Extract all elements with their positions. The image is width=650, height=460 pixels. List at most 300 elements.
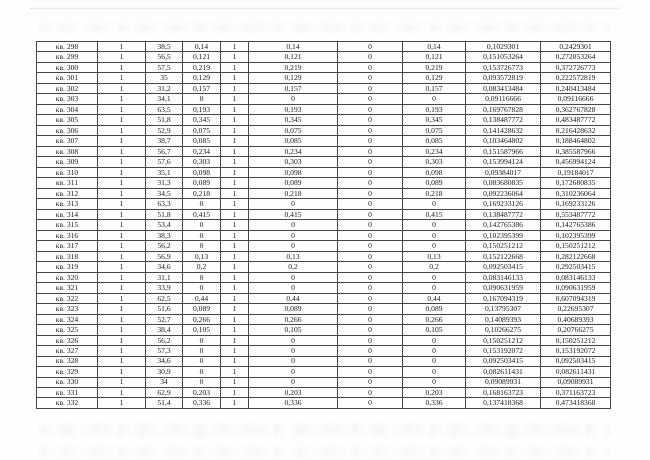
table-row [37,241,611,251]
cell-value: 0 [403,199,466,209]
cell-value: 0,09089931 [466,377,541,387]
cell-value: 52,7 [146,314,183,324]
cell-apartment-label: кв. 326 [37,335,98,345]
cell-apartment-label: кв. 298 [37,42,98,52]
cell-value: 0,153994124 [466,157,541,167]
cell-value: 1 [221,251,249,261]
cell-value: 0,216428632 [541,125,611,135]
cell-value: 0,13795307 [466,304,541,314]
cell-value: 1 [98,178,146,188]
scan-artifact-bottom [40,447,610,457]
cell-value: 1 [98,199,146,209]
cell-value: 0,089 [183,304,221,314]
cell-value: 1 [221,188,249,198]
cell-value: 0 [183,346,221,356]
cell-value: 0,157 [183,83,221,93]
cell-value: 0 [338,125,403,135]
cell-apartment-label: кв. 315 [37,220,98,230]
cell-value: 0 [338,335,403,345]
cell-apartment-label: кв. 318 [37,251,98,261]
table-row [37,387,611,397]
cell-value: 0,092503415 [541,356,611,366]
cell-value: 0,266 [249,314,338,324]
cell-value: 1 [221,241,249,251]
cell-value: 0,172680835 [541,178,611,188]
cell-value: 0,092503415 [466,262,541,272]
cell-value: 0,372726773 [541,62,611,72]
cell-value: 0 [338,241,403,251]
cell-value: 0,219 [403,62,466,72]
table-row [37,377,611,387]
table-row [37,136,611,146]
cell-value: 0 [403,377,466,387]
cell-value: 0,266 [403,314,466,324]
cell-value: 0,085 [183,136,221,146]
cell-apartment-label: кв. 324 [37,314,98,324]
cell-value: 0 [338,346,403,356]
cell-value: 31,2 [146,83,183,93]
cell-value: 1 [98,146,146,156]
table-row [37,125,611,135]
cell-value: 0 [338,136,403,146]
cell-value: 1 [221,104,249,114]
cell-value: 56,5 [146,52,183,62]
cell-value: 0 [338,283,403,293]
cell-value: 0,240413484 [541,83,611,93]
table-row [37,83,611,93]
cell-apartment-label: кв. 306 [37,125,98,135]
cell-value: 0,292503415 [541,262,611,272]
cell-value: 0,13 [183,251,221,261]
cell-value: 0,150251212 [466,241,541,251]
cell-value: 0 [249,220,338,230]
cell-value: 0,44 [249,293,338,303]
cell-value: 0 [403,220,466,230]
scan-artifact-top [40,23,610,32]
cell-value: 1 [221,157,249,167]
table-row [37,157,611,167]
cell-value: 0,193 [249,104,338,114]
cell-value: 0,09116666 [541,94,611,104]
table-row [37,94,611,104]
cell-value: 0,153192072 [541,346,611,356]
cell-value: 1 [221,398,249,409]
apartments-table [36,41,611,409]
cell-value: 0 [338,220,403,230]
cell-value: 0 [403,335,466,345]
cell-value: 57,5 [146,62,183,72]
cell-value: 1 [98,314,146,324]
cell-value: 0,40689393 [541,314,611,324]
cell-value: 0 [338,387,403,397]
table-row [37,209,611,219]
cell-value: 0 [403,272,466,282]
cell-value: 0,098 [183,167,221,177]
cell-value: 1 [98,115,146,125]
cell-value: 0,2429301 [541,42,611,52]
cell-value: 0,105 [183,325,221,335]
cell-apartment-label: кв. 299 [37,52,98,62]
cell-value: 0,102395399 [541,230,611,240]
cell-value: 0,098 [403,167,466,177]
cell-value: 0,188464802 [541,136,611,146]
cell-value: 0,303 [249,157,338,167]
cell-apartment-label: кв. 309 [37,157,98,167]
cell-value: 1 [221,199,249,209]
table-row [37,62,611,72]
cell-value: 0,336 [183,398,221,409]
cell-value: 0 [338,262,403,272]
cell-value: 0,14089393 [466,314,541,324]
cell-value: 38,7 [146,136,183,146]
cell-apartment-label: кв. 312 [37,188,98,198]
table-row [37,356,611,366]
cell-value: 1 [98,52,146,62]
cell-value: 0,222572819 [541,73,611,83]
cell-value: 0,105 [249,325,338,335]
cell-value: 0,13 [403,251,466,261]
cell-apartment-label: кв. 330 [37,377,98,387]
cell-apartment-label: кв. 321 [37,283,98,293]
cell-value: 0 [338,52,403,62]
cell-value: 63,5 [146,104,183,114]
cell-value: 1 [98,346,146,356]
cell-value: 0 [183,356,221,366]
cell-apartment-label: кв. 302 [37,83,98,93]
cell-value: 1 [221,293,249,303]
table-row [37,367,611,377]
cell-value: 51,4 [146,398,183,409]
cell-value: 0,266 [183,314,221,324]
cell-value: 0 [183,94,221,104]
cell-value: 31,3 [146,178,183,188]
cell-value: 1 [98,335,146,345]
cell-value: 62,9 [146,387,183,397]
table-row [37,230,611,240]
cell-value: 0,234 [403,146,466,156]
cell-value: 53,4 [146,220,183,230]
cell-value: 0 [249,356,338,366]
cell-value: 0,345 [183,115,221,125]
cell-value: 0 [338,73,403,83]
cell-value: 1 [221,42,249,52]
table-row [37,314,611,324]
cell-value: 0,085 [249,136,338,146]
cell-value: 0,218 [183,188,221,198]
table-row [37,178,611,188]
cell-value: 0 [249,272,338,282]
cell-value: 1 [98,325,146,335]
cell-apartment-label: кв. 314 [37,209,98,219]
cell-value: 0 [183,199,221,209]
cell-value: 1 [98,398,146,409]
cell-value: 1 [98,83,146,93]
cell-apartment-label: кв. 308 [37,146,98,156]
cell-value: 0,234 [183,146,221,156]
cell-value: 0 [403,346,466,356]
cell-value: 0,203 [403,387,466,397]
cell-value: 1 [98,377,146,387]
cell-value: 1 [98,367,146,377]
cell-value: 0,151053264 [466,52,541,62]
cell-value: 0,44 [403,293,466,303]
cell-value: 0,151587966 [466,146,541,156]
cell-value: 1 [98,283,146,293]
cell-value: 57,6 [146,157,183,167]
cell-value: 1 [98,94,146,104]
cell-value: 0 [338,230,403,240]
table-row [37,104,611,114]
cell-value: 0,138487772 [466,209,541,219]
cell-value: 0,1029301 [466,42,541,52]
cell-value: 1 [98,125,146,135]
cell-value: 1 [221,167,249,177]
cell-value: 0,415 [249,209,338,219]
cell-value: 0,385587966 [541,146,611,156]
cell-apartment-label: кв. 323 [37,304,98,314]
cell-value: 1 [221,377,249,387]
cell-value: 1 [98,304,146,314]
cell-value: 0,2 [403,262,466,272]
cell-value: 0,082611431 [466,367,541,377]
cell-value: 38,3 [146,230,183,240]
cell-value: 1 [221,115,249,125]
cell-value: 0,13 [249,251,338,261]
cell-value: 0,2 [183,262,221,272]
cell-value: 0,193 [183,104,221,114]
cell-value: 51,6 [146,304,183,314]
cell-value: 0,129 [183,73,221,83]
cell-value: 0,121 [183,52,221,62]
cell-value: 0,09089931 [541,377,611,387]
cell-value: 0,121 [249,52,338,62]
cell-value: 56,9 [146,251,183,261]
table-body [37,42,611,409]
cell-value: 0,310236064 [541,188,611,198]
cell-value: 0,22695307 [541,304,611,314]
cell-value: 0,090631959 [466,283,541,293]
cell-value: 38,5 [146,42,183,52]
cell-apartment-label: кв. 319 [37,262,98,272]
cell-value: 34,6 [146,356,183,366]
cell-value: 1 [98,42,146,52]
cell-value: 1 [98,62,146,72]
cell-value: 0,219 [249,62,338,72]
cell-value: 0,20766275 [541,325,611,335]
cell-value: 0,089 [403,304,466,314]
cell-value: 0 [183,220,221,230]
cell-value: 0,169767828 [466,104,541,114]
cell-value: 0 [338,104,403,114]
cell-value: 0 [338,325,403,335]
cell-value: 0,09116666 [466,94,541,104]
cell-value: 1 [221,325,249,335]
cell-value: 0,075 [249,125,338,135]
cell-value: 1 [221,335,249,345]
cell-value: 0 [338,94,403,104]
cell-value: 0,219 [183,62,221,72]
cell-value: 0 [183,335,221,345]
table-row [37,335,611,345]
cell-value: 0 [338,293,403,303]
cell-value: 0,371163723 [541,387,611,397]
table-row [37,262,611,272]
cell-value: 57,3 [146,346,183,356]
cell-value: 0 [338,272,403,282]
cell-value: 1 [98,167,146,177]
cell-value: 0 [183,230,221,240]
cell-value: 1 [221,146,249,156]
cell-value: 0 [338,115,403,125]
cell-value: 1 [221,73,249,83]
cell-value: 1 [98,188,146,198]
cell-value: 0,098 [249,167,338,177]
cell-value: 0,141428632 [466,125,541,135]
cell-value: 0 [249,283,338,293]
cell-value: 0 [183,272,221,282]
cell-value: 0 [183,367,221,377]
cell-value: 51,8 [146,115,183,125]
cell-value: 1 [98,356,146,366]
table-row [37,188,611,198]
cell-value: 0,362767828 [541,104,611,114]
cell-value: 0,218 [403,188,466,198]
cell-value: 1 [98,104,146,114]
cell-value: 1 [221,125,249,135]
cell-value: 0,234 [249,146,338,156]
table-row [37,146,611,156]
cell-value: 33,9 [146,283,183,293]
cell-value: 34,5 [146,188,183,198]
cell-value: 38,4 [146,325,183,335]
cell-value: 0 [249,199,338,209]
cell-value: 1 [221,62,249,72]
cell-value: 0,129 [403,73,466,83]
cell-value: 0,203 [249,387,338,397]
cell-value: 1 [221,136,249,146]
cell-value: 1 [221,262,249,272]
cell-value: 34,6 [146,262,183,272]
table-row [37,398,611,409]
cell-apartment-label: кв. 307 [37,136,98,146]
cell-value: 0,203 [183,387,221,397]
cell-value: 0,218 [249,188,338,198]
cell-value: 0,169233126 [466,199,541,209]
cell-apartment-label: кв. 317 [37,241,98,251]
cell-value: 0,129 [249,73,338,83]
cell-value: 0,303 [403,157,466,167]
cell-value: 0,345 [403,115,466,125]
cell-value: 0,282122668 [541,251,611,261]
cell-value: 0,083413484 [466,83,541,93]
cell-value: 0,090631959 [541,283,611,293]
cell-value: 0 [403,367,466,377]
cell-value: 1 [221,283,249,293]
cell-value: 0 [249,230,338,240]
cell-value: 0 [338,42,403,52]
cell-value: 0,415 [403,209,466,219]
cell-value: 0,336 [403,398,466,409]
cell-value: 0,102395399 [466,230,541,240]
cell-value: 0,153726773 [466,62,541,72]
cell-value: 0 [338,146,403,156]
cell-value: 0 [183,377,221,387]
cell-value: 0,150251212 [466,335,541,345]
cell-value: 0 [249,241,338,251]
cell-value: 1 [221,387,249,397]
cell-value: 35 [146,73,183,83]
cell-value: 0,553487772 [541,209,611,219]
table-row [37,283,611,293]
table-row [37,73,611,83]
cell-value: 0,138487772 [466,115,541,125]
table-row [37,220,611,230]
cell-apartment-label: кв. 327 [37,346,98,356]
cell-value: 0 [338,314,403,324]
cell-value: 0 [338,356,403,366]
cell-value: 56,7 [146,146,183,156]
cell-value: 56,2 [146,335,183,345]
cell-value: 1 [221,178,249,188]
cell-apartment-label: кв. 329 [37,367,98,377]
cell-value: 62,5 [146,293,183,303]
table-row [37,42,611,52]
cell-value: 1 [98,73,146,83]
table-row [37,251,611,261]
cell-apartment-label: кв. 305 [37,115,98,125]
cell-apartment-label: кв. 332 [37,398,98,409]
cell-value: 56,2 [146,241,183,251]
cell-value: 0,075 [403,125,466,135]
cell-value: 1 [221,272,249,282]
cell-value: 1 [98,251,146,261]
cell-apartment-label: кв. 325 [37,325,98,335]
cell-value: 1 [98,157,146,167]
cell-value: 0,085 [403,136,466,146]
cell-value: 0,456994124 [541,157,611,167]
cell-value: 0,093572819 [466,73,541,83]
cell-apartment-label: кв. 331 [37,387,98,397]
cell-apartment-label: кв. 313 [37,199,98,209]
cell-value: 0,150251212 [541,335,611,345]
table-row [37,115,611,125]
cell-value: 1 [98,209,146,219]
cell-apartment-label: кв. 310 [37,167,98,177]
cell-value: 0,336 [249,398,338,409]
cell-value: 0,153192072 [466,346,541,356]
cell-value: 0 [338,62,403,72]
cell-value: 1 [98,387,146,397]
cell-value: 0,157 [249,83,338,93]
cell-value: 0,089 [249,178,338,188]
cell-value: 0,075 [183,125,221,135]
table-row [37,167,611,177]
cell-value: 0,272053264 [541,52,611,62]
cell-value: 1 [221,52,249,62]
cell-value: 30,9 [146,367,183,377]
cell-apartment-label: кв. 316 [37,230,98,240]
cell-value: 0,09384017 [466,167,541,177]
cell-value: 1 [221,220,249,230]
cell-value: 0,083146133 [541,272,611,282]
cell-value: 1 [98,262,146,272]
cell-value: 0 [338,178,403,188]
cell-value: 0,142765386 [541,220,611,230]
cell-value: 1 [221,209,249,219]
cell-value: 0 [338,83,403,93]
cell-value: 1 [221,83,249,93]
cell-value: 0 [403,283,466,293]
